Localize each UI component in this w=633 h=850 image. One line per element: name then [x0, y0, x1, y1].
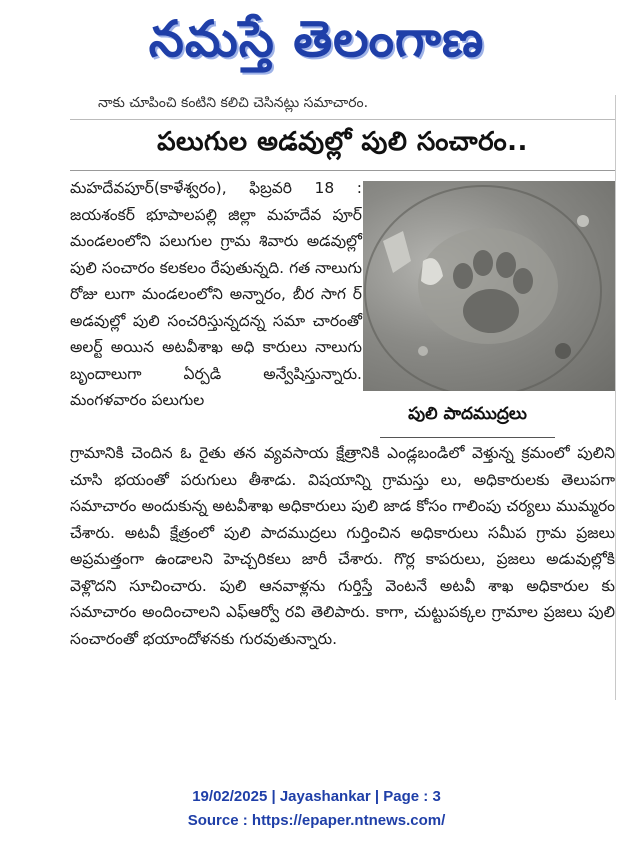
divider: [70, 119, 615, 120]
footer-date-page: 19/02/2025 | Jayashankar | Page : 3: [192, 788, 441, 805]
divider: [70, 170, 615, 171]
article-body-full-width: గ్రామానికి చెందిన ఓ రైతు తన వ్యవసాయ క్షేత్రానికి ఎండ్లబండిలో వెళ్తున్న క్రమంలో పులిని చూసి భయంతో పరుగులు తీశాడు. విషయాన్ని గ్రామస్తు లు, అధికారులకు తెలుపగా సమాచారం అందుకున్న అటవీశాఖ అధికారులు పులి జాడ కోసం గాలింపు చర్యలు ముమ్మరం చేశారు. అటవీ క్షేత్రంలో పులి పాదముద్రలు గుర్తించిన అధికారులు సమీప గ్రామ ప్రజలు అప్రమత్తంగా ఉండాలని హెచ్చరికలు జారీ చేశారు. గొర్ల కాపరులు, ప్రజలు అడువుల్లోకి వెళ్లొదని సూచించారు. పులి ఆనవాళ్లను గుర్తిస్తే వెంటనే అటవీ శాఖ అధికారుల కు సమాచారం అందించాలని ఎఫ్ఆర్వో రవి తెలిపారు. కాగా, చుట్టుపక్కల గ్రామాల ప్రజలు పులి సంచారంతో భయాందోళనకు గురవుతున్నారు.: [70, 444, 615, 648]
newspaper-title: నమస్తే తెలంగాణ: [148, 9, 485, 68]
masthead: [0, 0, 633, 90]
photo-caption-box: [380, 395, 555, 438]
news-clipping: [70, 95, 616, 700]
footer-source: Source : https://epaper.ntnews.com/: [187, 812, 446, 829]
article-body-column: మహదేవపూర్(కాళేశ్వరం), ఫిబ్రవరి 18 : జయశంకర్ భూపాలపల్లి జిల్లా మహదేవ పూర్ మండలంలోని పలుగుల గ్రామ శివారు అడవుల్లో పులి సంచారం కలకలం రేపుతున్నది. గత నాలుగు రోజు లుగా మండలంలోని అన్నారం, బీర సాగ ర్ అడవుల్లో పులి సంచరిస్తున్నదన్న సమా చారంతో అలర్ట్ అయిన అటవీశాఖ అధి కారులు నాలుగు బృందాలుగా ఏర్పడి అన్వేషిస్తున్నారు. మంగళవారం పలుగుల: [70, 179, 362, 409]
previous-article-line: నాకు చూపించి కంటిని కలిచి చెసినట్లు సమాచారం.: [98, 95, 369, 111]
pugmark-photo: [363, 181, 615, 391]
photo-caption: పులి పాదముద్రలు: [408, 404, 527, 424]
article-headline: పలుగుల అడవుల్లో పులి సంచారం..: [157, 127, 528, 157]
